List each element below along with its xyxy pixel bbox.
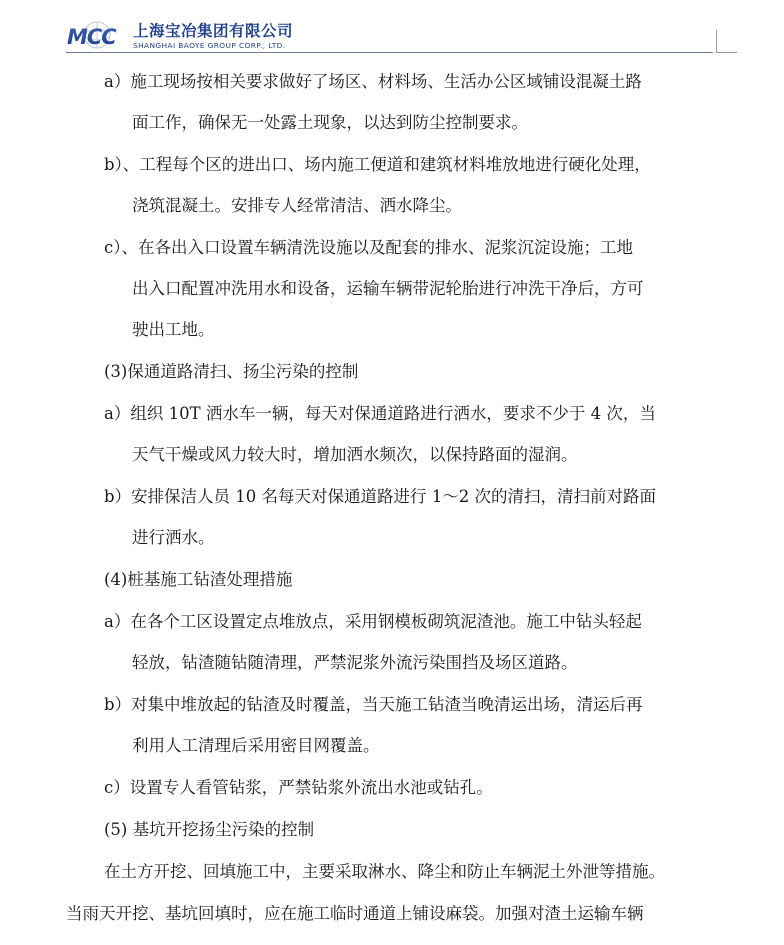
paragraph-line: b）安排保洁人员 10 名每天对保通道路进行 1～2 次的清扫，清扫前对路面 xyxy=(104,487,657,506)
paragraph-line: b）对集中堆放起的钻渣及时覆盖，当天施工钻渣当晚清运出场，清运后再 xyxy=(104,695,643,714)
paragraph-line: b）、工程每个区的进出口、场内施工便道和建筑材料堆放地进行硬化处理， xyxy=(104,155,651,174)
paragraph-line: a）组织 10T 洒水车一辆，每天对保通道路进行洒水，要求不少于 4 次，当 xyxy=(104,404,656,423)
paragraph-line: 浇筑混凝土。安排专人经常清洁、洒水降尘。 xyxy=(132,196,462,215)
paragraph-line: 进行洒水。 xyxy=(132,528,215,547)
mcc-logo xyxy=(66,20,128,50)
document-header xyxy=(0,0,784,58)
company-name-en: SHANGHAI BAOYE GROUP CORP., LTD. xyxy=(133,41,286,50)
logo-text: MCC xyxy=(67,25,116,49)
page-corner-mark xyxy=(716,30,737,53)
paragraph-line: 轻放，钻渣随钻随清理，严禁泥浆外流污染围挡及场区道路。 xyxy=(132,653,578,672)
paragraph-line: 在土方开挖、回填施工中，主要采取淋水、降尘和防止车辆泥土外泄等措施。 xyxy=(104,862,665,881)
company-name-cn: 上海宝冶集团有限公司 xyxy=(133,22,294,40)
header-divider xyxy=(66,52,713,53)
paragraph-line: 利用人工清理后采用密目网覆盖。 xyxy=(132,736,380,755)
paragraph-line: 驶出工地。 xyxy=(132,320,215,339)
section-heading: (3)保通道路清扫、扬尘污染的控制 xyxy=(104,362,359,381)
paragraph-line: 面工作，确保无一处露土现象，以达到防尘控制要求。 xyxy=(132,113,528,132)
paragraph-line: a）在各个工区设置定点堆放点，采用钢模板砌筑泥渣池。施工中钻头轻起 xyxy=(104,612,642,631)
section-heading: (5) 基坑开挖扬尘污染的控制 xyxy=(104,820,315,839)
paragraph-line: c）、在各出入口设置车辆清洗设施以及配套的排水、泥浆沉淀设施；工地 xyxy=(104,238,633,257)
paragraph-line: c）设置专人看管钻浆，严禁钻浆外流出水池或钻孔。 xyxy=(104,778,493,797)
paragraph-line: 天气干燥或风力较大时，增加洒水频次，以保持路面的湿润。 xyxy=(132,445,578,464)
section-heading: (4)桩基施工钻渣处理措施 xyxy=(104,570,293,589)
paragraph-line: 当雨天开挖、基坑回填时，应在施工临时通道上铺设麻袋。加强对渣土运输车辆 xyxy=(66,904,644,923)
paragraph-line: 出入口配置冲洗用水和设备，运输车辆带泥轮胎进行冲洗干净后，方可 xyxy=(132,279,644,298)
paragraph-line: a）施工现场按相关要求做好了场区、材料场、生活办公区域铺设混凝土路 xyxy=(104,72,642,91)
